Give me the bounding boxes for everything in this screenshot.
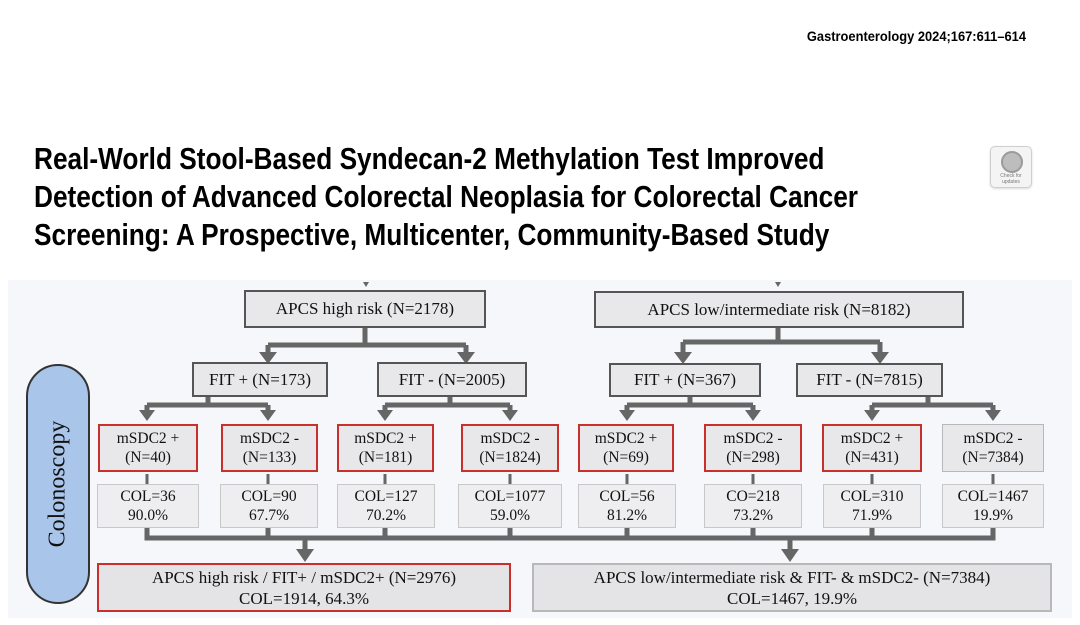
box-col-3 (337, 484, 435, 528)
box-col-7 (823, 484, 921, 528)
box-col-6 (704, 484, 802, 528)
box-col-5 (578, 484, 676, 528)
box-apcs-low-text: APCS low/intermediate risk (N=8182) (647, 299, 911, 319)
msdc2-line1: mSDC2 - (240, 430, 299, 447)
box-col-1 (97, 484, 199, 528)
msdc2-line2: (N=69) (603, 449, 649, 466)
summary-line1: APCS high risk / FIT+ / mSDC2+ (N=2976) (151, 567, 457, 587)
box-msdc2-6 (704, 424, 802, 472)
col-line1: COL=127 (354, 488, 418, 505)
title-line-1: Real-World Stool-Based Syndecan-2 Methylation Test Improved (34, 142, 825, 176)
box-fit-pos-high (192, 362, 328, 397)
msdc2-line2: (N=40) (125, 449, 171, 466)
col-line1: CO=218 (726, 488, 780, 505)
connector-fit3 (627, 397, 753, 414)
col-line2: 73.2% (732, 507, 774, 524)
col-line2: 71.9% (851, 507, 893, 524)
arrowhead (781, 549, 799, 562)
msdc2-line1: mSDC2 + (594, 430, 658, 447)
connector-fit2 (385, 397, 510, 414)
msdc2-line2: (N=181) (358, 449, 413, 466)
col-line1: COL=36 (120, 488, 176, 505)
msdc2-line1: mSDC2 - (480, 430, 540, 447)
col-line1: COL=56 (599, 488, 655, 505)
msdc2-line2: (N=298) (726, 449, 780, 466)
box-summary-low (532, 563, 1052, 612)
msdc2-line2: (N=1824) (479, 449, 541, 466)
box-msdc2-8 (942, 424, 1044, 472)
journal-citation: Gastroenterology 2024;167:611–614 (806, 28, 1026, 44)
col-line2: 67.7% (248, 507, 290, 524)
fit-text: FIT - (N=2005) (398, 369, 506, 389)
arrowhead (745, 410, 761, 421)
col-line1: COL=1077 (474, 488, 546, 505)
arrowhead (502, 410, 518, 421)
box-fit-pos-low (609, 363, 761, 397)
fit-text: FIT - (N=7815) (816, 370, 923, 389)
box-col-4 (458, 484, 562, 528)
connector-collector (147, 528, 993, 538)
box-apcs-low (594, 291, 964, 328)
box-msdc2-7 (822, 424, 922, 472)
msdc2-line1: mSDC2 - (723, 430, 783, 447)
msdc2-line2: (N=431) (845, 449, 899, 466)
col-line1: COL=310 (840, 488, 904, 505)
msdc2-line1: mSDC2 + (116, 430, 180, 447)
badge-label: Check for updates (1000, 173, 1022, 185)
connector-msdc2-col (147, 474, 993, 484)
arrowhead (864, 410, 880, 421)
box-msdc2-2 (221, 424, 318, 472)
summary-line2: COL=1467, 19.9% (727, 588, 857, 608)
fit-text: FIT + (N=367) (634, 370, 736, 389)
arrowhead (296, 549, 314, 562)
arrowhead (377, 410, 393, 421)
col-line2: 90.0% (127, 507, 169, 524)
box-fit-neg-high (377, 362, 527, 397)
connector-fit1 (147, 397, 268, 414)
col-line1: COL=90 (241, 488, 297, 505)
box-fit-neg-low (796, 363, 943, 397)
colonoscopy-label-text: Colonoscopy (44, 420, 71, 548)
arrowhead (985, 410, 1001, 421)
summary-line1: APCS low/intermediate risk & FIT- & mSDC2- (N=7384) (593, 567, 991, 587)
box-msdc2-5 (578, 424, 674, 472)
box-msdc2-4 (461, 424, 559, 472)
arrowhead (619, 410, 635, 421)
colonoscopy-side-label (26, 364, 90, 604)
connector-low-fit (683, 327, 880, 356)
summary-line2: COL=1914, 64.3% (239, 588, 369, 608)
fit-text: FIT + (N=173) (209, 369, 311, 389)
box-col-8 (942, 484, 1044, 528)
box-col-2 (220, 484, 318, 528)
col-line1: COL=1467 (957, 488, 1029, 505)
connector-mark (363, 282, 369, 287)
arrowhead (139, 410, 155, 421)
title-line-3: Screening: A Prospective, Multicenter, Community-Based Study (34, 218, 830, 252)
box-apcs-high (244, 290, 486, 328)
msdc2-line1: mSDC2 + (840, 430, 904, 447)
connector-fit4 (872, 397, 993, 414)
col-line2: 70.2% (365, 507, 407, 524)
title-line-2: Detection of Advanced Colorectal Neoplasia for Colorectal Cancer (34, 180, 859, 214)
col-line2: 59.0% (489, 507, 531, 524)
connector-mark (775, 282, 781, 287)
box-msdc2-1 (98, 424, 198, 472)
box-msdc2-3 (337, 424, 434, 472)
col-line2: 19.9% (972, 507, 1014, 524)
arrowhead (260, 410, 276, 421)
connector-high-fit (268, 327, 466, 356)
msdc2-line1: mSDC2 + (354, 430, 417, 447)
box-summary-high (97, 563, 511, 612)
msdc2-line2: (N=133) (242, 449, 297, 466)
msdc2-line1: mSDC2 - (963, 430, 1023, 447)
msdc2-line2: (N=7384) (962, 449, 1024, 466)
col-line2: 81.2% (606, 507, 648, 524)
box-apcs-high-text: APCS high risk (N=2178) (275, 299, 455, 318)
